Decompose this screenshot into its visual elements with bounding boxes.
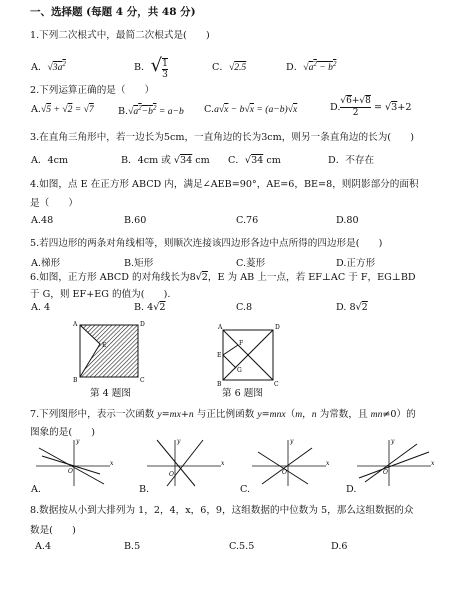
q1-option-a[interactable]: A．$√3a^2$ (31, 59, 66, 73)
q7-graph-a[interactable] (34, 438, 114, 488)
fig4-label-c: C (140, 377, 145, 384)
q6-option-d[interactable]: D. 8√2 (336, 302, 368, 313)
question-2-stem: 2.下列运算正确的是（ ） (30, 85, 155, 96)
q4-option-c[interactable]: C.76 (236, 215, 259, 226)
q3-option-c[interactable]: C．√34 cm (228, 155, 281, 166)
q5-option-a[interactable]: A.梯形 (31, 258, 61, 269)
svg-text:x: x (326, 460, 330, 467)
q7-graph-c[interactable] (250, 438, 330, 488)
svg-text:y: y (391, 438, 395, 445)
q7-option-d[interactable]: D. (346, 484, 357, 495)
q8-option-d[interactable]: D.6 (331, 541, 348, 552)
fig6-label-d: D (275, 324, 280, 331)
q3-option-d[interactable]: D．不存在 (328, 155, 375, 166)
question-8-stem-line2: 数是( ) (30, 525, 76, 536)
q7-graph-d[interactable] (355, 438, 435, 488)
svg-text:x: x (431, 460, 435, 467)
figure-4-square-diagram (70, 320, 160, 390)
svg-text:y: y (177, 438, 181, 445)
question-8-stem-line1: 8.数据按从小到大排列为 1，2，4，x，6，9，这组数据的中位数为 5，那么这组数据的众 (30, 505, 414, 516)
q2-option-d[interactable]: D. $\frac{√6+√8}{2}$ = √3+2 (330, 96, 412, 118)
question-5-stem: 5.若四边形的两条对角线相等，则顺次连接该四边形各边中点所得的四边形是( ) (30, 238, 383, 249)
q6-option-b[interactable]: B. 4√2 (134, 302, 166, 313)
q6-option-a[interactable]: A. 4 (31, 302, 51, 313)
q5-option-b[interactable]: B.矩形 (124, 258, 154, 269)
figure-6-caption: 第 6 题图 (222, 388, 263, 399)
question-3-stem: 3.在直角三角形中，若一边长为5cm，一直角边的长为3cm，则另一条直角边的长为( ) (30, 132, 414, 143)
svg-text:y: y (76, 438, 80, 445)
q7-option-a[interactable]: A. (31, 484, 41, 495)
q4-option-b[interactable]: B.60 (124, 215, 147, 226)
q5-option-c[interactable]: C.菱形 (236, 258, 266, 269)
svg-text:x: x (221, 460, 225, 467)
q2-option-b[interactable]: $B.√a^2-b^2 = a-b$ (118, 104, 184, 118)
q7-option-c[interactable]: C. (240, 484, 251, 495)
fig6-label-b: B (217, 381, 222, 388)
figure-6-square-diagram (208, 322, 278, 392)
fig6-label-g: G (237, 367, 242, 374)
svg-text:O: O (282, 469, 287, 476)
figure-4-caption: 第 4 题图 (90, 388, 131, 399)
section-header: 一、选择题 (每题 4 分，共 48 分) (30, 6, 196, 18)
q4-option-d[interactable]: D.80 (336, 215, 359, 226)
fig4-label-e: E (102, 342, 107, 349)
fig4-label-a: A (73, 321, 78, 328)
q3-option-a[interactable]: A．4cm (31, 155, 69, 166)
q8-option-a[interactable]: A.4 (35, 541, 52, 552)
question-1-stem: 1.下列二次根式中，最简二次根式是( ) (30, 30, 210, 41)
question-7-stem-line1: 7.下列图形中，表示一次函数 y=mx+n 与正比例函数 y=mnx（m，n 为常数，且 mn≠0）的 (30, 409, 416, 420)
q8-option-c[interactable]: C.5.5 (229, 541, 255, 552)
svg-text:O: O (383, 469, 388, 476)
q5-option-d[interactable]: D.正方形 (336, 258, 376, 269)
q1-option-c[interactable]: C．√2.5 (212, 62, 247, 73)
fig4-label-d: D (140, 321, 145, 328)
q3-option-b[interactable]: B．4cm 或 √34 cm (121, 155, 210, 166)
question-6-stem-line2: 于 G，则 EF+EG 的值为( ). (30, 289, 171, 300)
question-4-stem-line1: 4.如图，点 E 在正方形 ABCD 内，满足∠AEB=90°，AE=6，BE=8，则阴影部分的面积 (30, 179, 419, 190)
q2-option-a[interactable]: A.√5 + √2 = √7 (31, 104, 94, 115)
q1-option-b[interactable]: B．√ $\frac{1}{3}$ (134, 55, 168, 80)
q8-option-b[interactable]: B.5 (124, 541, 141, 552)
svg-text:O: O (169, 471, 174, 478)
q2-option-c[interactable]: C.a√x − b√x = (a−b)√x (204, 104, 298, 115)
svg-text:y: y (290, 438, 294, 445)
fig4-label-b: B (73, 377, 78, 384)
q1-option-d[interactable]: D．$√a^2 - b^2$ (286, 59, 337, 73)
fig6-label-e: E (217, 352, 222, 359)
fig6-label-c: C (274, 381, 279, 388)
question-7-stem-line2: 图象的是( ) (30, 427, 96, 438)
q4-option-a[interactable]: A.48 (31, 215, 54, 226)
question-6-stem-line1: 6.如图，正方形 ABCD 的对角线长为8√2，E 为 AB 上一点，若 EF⊥AC 于 F，EG⊥BD (30, 272, 416, 283)
svg-text:x: x (110, 460, 114, 467)
q7-option-b[interactable]: B. (139, 484, 150, 495)
q6-option-c[interactable]: C.8 (236, 302, 253, 313)
svg-text:O: O (68, 468, 73, 475)
question-4-stem-line2: 是（ ） (30, 198, 78, 209)
fig6-label-f: F (239, 340, 244, 347)
q7-graph-b[interactable] (145, 438, 225, 488)
fig6-label-a: A (218, 324, 223, 331)
